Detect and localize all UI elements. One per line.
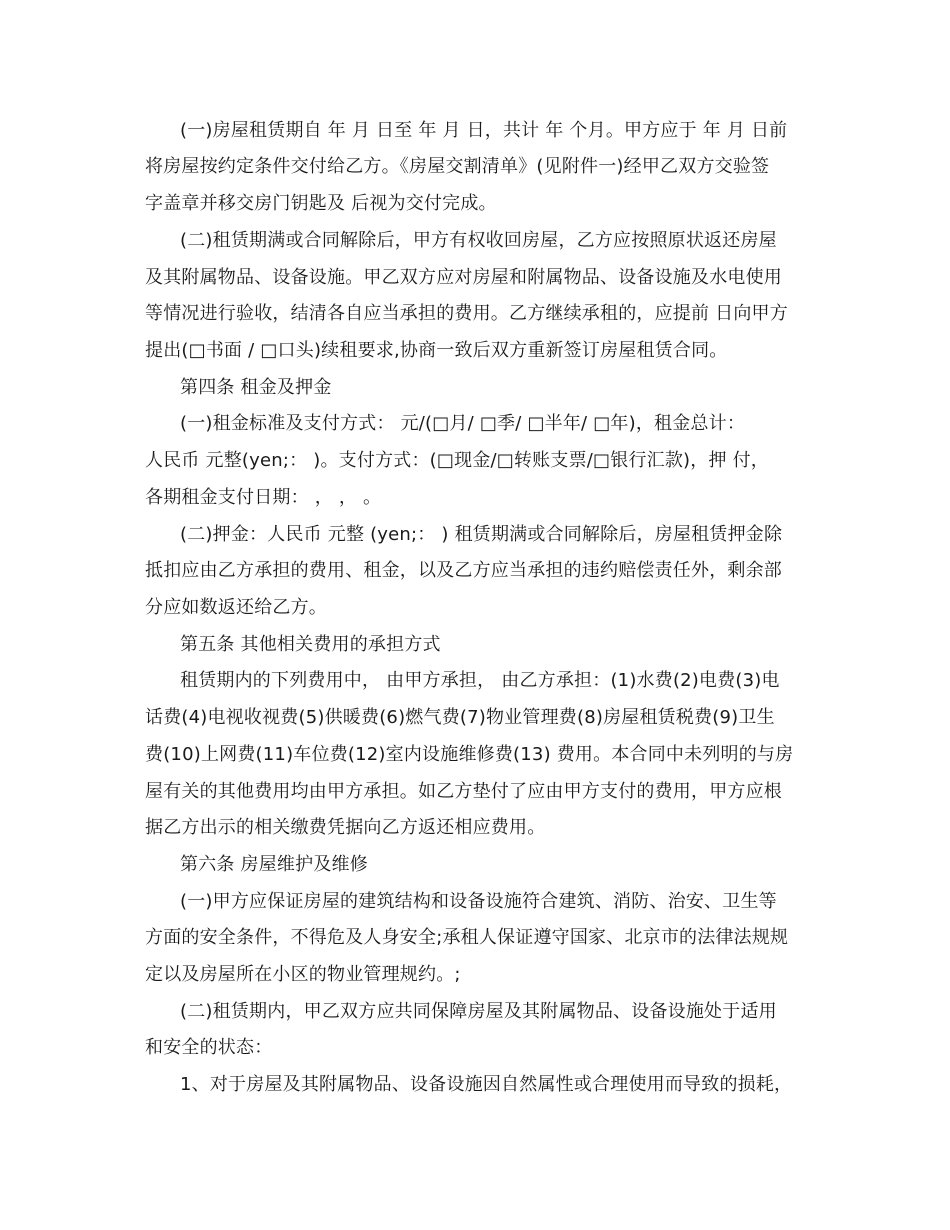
text-line: 提出(□书面 / □口头)续租要求,协商一致后双方重新签订房屋租赁合同。 [145,340,728,361]
section-heading: 第六条 房屋维护及维修 [180,854,368,875]
text-line: 人民币 元整(yen;： )。支付方式：(□现金/□转账支票/□银行汇款)，押 付， [145,450,770,471]
text-line: 抵扣应由乙方承担的费用、租金，以及乙方应当承担的违约赔偿责任外，剩余部 [145,560,782,581]
text-line: 方面的安全条件，不得危及人身安全;承租人保证遵守国家、北京市的法律法规规 [145,927,789,948]
text-line: (二)租赁期满或合同解除后，甲方有权收回房屋，乙方应按照原状返还房屋 [180,230,777,251]
text-line: (二)租赁期内，甲乙双方应共同保障房屋及其附属物品、设备设施处于适用 [180,1001,777,1022]
text-line: 屋有关的其他费用均由甲方承担。如乙方垫付了应由甲方支付的费用，甲方应根 [145,781,782,802]
text-line: 分应如数返还给乙方。 [145,597,327,618]
text-line: 租赁期内的下列费用中， 由甲方承担， 由乙方承担：(1)水费(2)电费(3)电 [180,670,780,691]
text-line: (一)租金标准及支付方式： 元/(□月/ □季/ □半年/ □年)，租金总计： [180,413,746,434]
text-line: 各期租金支付日期： ， ， 。 [145,487,382,508]
section-heading: 第五条 其他相关费用的承担方式 [180,634,441,655]
text-line: 及其附属物品、设备设施。甲乙双方应对房屋和附属物品、设备设施及水电使用 [145,267,782,288]
text-line: 1、对于房屋及其附属物品、设备设施因自然属性或合理使用而导致的损耗， [180,1074,793,1095]
text-line: (二)押金：人民币 元整 (yen;： ) 租赁期满或合同解除后，房屋租赁押金除 [180,524,783,545]
text-line: 字盖章并移交房门钥匙及 后视为交付完成。 [145,193,497,214]
text-line: (一)甲方应保证房屋的建筑结构和设备设施符合建筑、消防、治安、卫生等 [180,891,777,912]
text-line: 等情况进行验收，结清各自应当承担的费用。乙方继续承租的，应提前 日向甲方 [145,303,788,324]
section-heading: 第四条 租金及押金 [180,377,332,398]
text-line: (一)房屋租赁期自 年 月 日至 年 月 日，共计 年 个月。甲方应于 年 月 日前 [180,120,788,141]
text-line: 话费(4)电视收视费(5)供暖费(6)燃气费(7)物业管理费(8)房屋租赁税费(9)卫生 [145,707,775,728]
text-line: 定以及房屋所在小区的物业管理规约。; [145,964,461,985]
text-line: 据乙方出示的相关缴费凭据向乙方返还相应费用。 [145,817,546,838]
text-line: 将房屋按约定条件交付给乙方。《房屋交割清单》(见附件一)经甲乙双方交验签 [145,156,770,177]
text-line: 费(10)上网费(11)车位费(12)室内设施维修费(13) 费用。本合同中未列明的与房 [145,744,794,765]
text-line: 和安全的状态： [145,1037,273,1058]
